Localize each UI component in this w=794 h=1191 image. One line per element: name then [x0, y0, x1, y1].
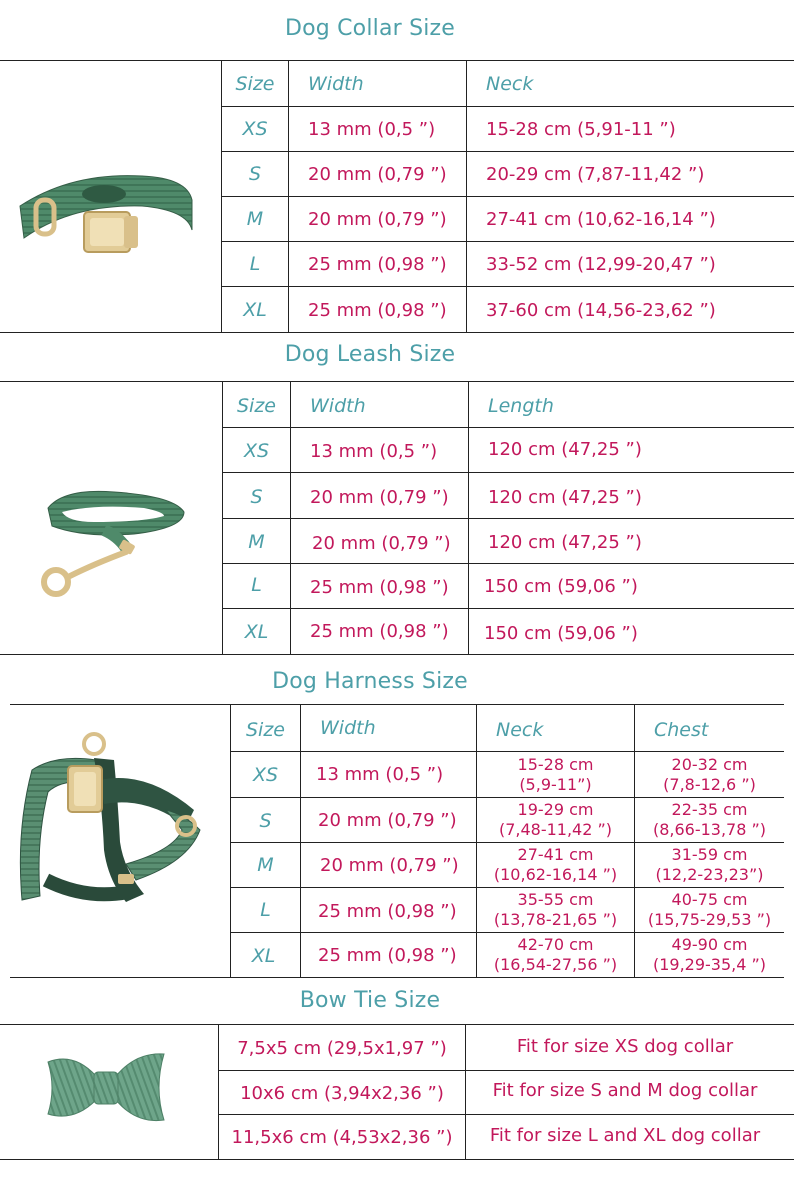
harness-chest-in: (7,8-12,6 ”) — [663, 774, 756, 794]
collar-section-title: Dog Collar Size — [284, 16, 456, 41]
harness-chest — [635, 933, 784, 977]
harness-chest — [635, 752, 784, 797]
harness-neck — [477, 933, 634, 977]
harness-width: 20 mm (0,79 ”) — [318, 810, 457, 831]
harness-header-width: Width — [320, 717, 376, 739]
leash-length: 150 cm (59,06 ”) — [484, 575, 638, 597]
harness-neck-cm: 35-55 cm — [517, 890, 594, 909]
bowtie-dimensions: 11,5x6 cm (4,53x2,36 ”) — [231, 1126, 453, 1148]
harness-width: 20 mm (0,79 ”) — [320, 854, 459, 876]
leash-header-width: Width — [310, 395, 366, 417]
leash-header-length: Length — [488, 395, 554, 417]
leash-size: S — [250, 486, 263, 508]
harness-neck-in: (13,78-21,65 ”) — [493, 910, 618, 929]
collar-size: XL — [243, 299, 267, 321]
collar-header-width: Width — [308, 73, 364, 95]
collar-neck: 37-60 cm (14,56-23,62 ”) — [486, 299, 716, 321]
harness-neck — [477, 888, 634, 932]
harness-width: 25 mm (0,98 ”) — [318, 900, 457, 922]
leash-length: 120 cm (47,25 ”) — [488, 438, 642, 460]
collar-neck: 20-29 cm (7,87-11,42 ”) — [486, 163, 705, 185]
bowtie-fit: Fit for size S and M dog collar — [492, 1079, 758, 1101]
leash-width: 13 mm (0,5 ”) — [310, 440, 438, 462]
harness-header-size: Size — [245, 719, 285, 741]
harness-size: M — [257, 854, 274, 876]
bowtie-fit: Fit for size XS dog collar — [516, 1035, 734, 1057]
harness-chest — [635, 798, 784, 842]
bowtie-section-title: Bow Tie Size — [299, 988, 441, 1013]
harness-chest-cm: 22-35 cm — [671, 800, 748, 819]
harness-size: S — [259, 809, 272, 832]
leash-header-size: Size — [236, 395, 276, 417]
leash-width: 25 mm (0,98 ”) — [310, 620, 449, 642]
bowtie-fit: Fit for size L and XL dog collar — [489, 1124, 761, 1146]
harness-neck-in: (16,54-27,56 ”) — [493, 955, 618, 974]
harness-neck — [477, 798, 634, 842]
collar-size: S — [248, 163, 262, 185]
harness-neck-in: (5,9-11”) — [519, 774, 592, 794]
collar-image — [12, 160, 212, 270]
leash-image — [34, 478, 204, 598]
harness-neck-in: (10,62-16,14 ”) — [493, 865, 618, 884]
harness-chest-cm: 20-32 cm — [671, 754, 748, 774]
harness-chest-cm: 49-90 cm — [671, 935, 748, 954]
collar-width: 20 mm (0,79 ”) — [308, 163, 447, 185]
bowtie-image — [44, 1048, 168, 1128]
harness-size: XL — [251, 945, 276, 967]
harness-neck — [477, 752, 634, 797]
harness-chest — [635, 888, 784, 932]
collar-header-neck: Neck — [486, 73, 534, 95]
collar-width: 25 mm (0,98 ”) — [308, 253, 447, 275]
collar-header-size: Size — [235, 73, 275, 95]
collar-neck: 15-28 cm (5,91-11 ”) — [486, 118, 676, 140]
collar-width: 25 mm (0,98 ”) — [308, 299, 447, 321]
harness-size: XS — [252, 763, 279, 786]
leash-size: XS — [243, 440, 270, 462]
harness-chest-in: (12,2-23,23”) — [655, 865, 764, 884]
collar-neck: 27-41 cm (10,62-16,14 ”) — [486, 208, 716, 230]
harness-neck-cm: 27-41 cm — [517, 845, 594, 864]
bowtie-dimensions: 7,5x5 cm (29,5x1,97 ”) — [237, 1037, 447, 1059]
leash-size: M — [248, 531, 265, 553]
harness-chest-in: (8,66-13,78 ”) — [652, 820, 767, 839]
harness-chest-cm: 40-75 cm — [671, 890, 748, 909]
leash-length: 150 cm (59,06 ”) — [484, 622, 638, 644]
bowtie-dimensions: 10x6 cm (3,94x2,36 ”) — [240, 1082, 444, 1104]
leash-size: XL — [244, 621, 269, 643]
leash-width: 20 mm (0,79 ”) — [312, 532, 451, 554]
harness-image — [16, 730, 216, 910]
harness-neck-cm: 19-29 cm — [517, 800, 594, 819]
leash-section-title: Dog Leash Size — [284, 342, 456, 367]
harness-neck — [477, 843, 634, 887]
harness-width: 13 mm (0,5 ”) — [316, 764, 444, 785]
collar-size: M — [246, 208, 264, 230]
harness-neck-cm: 42-70 cm — [517, 935, 594, 954]
harness-neck-in: (7,48-11,42 ”) — [498, 820, 613, 839]
collar-width: 13 mm (0,5 ”) — [308, 118, 436, 140]
harness-chest-in: (19,29-35,4 ”) — [652, 955, 767, 974]
collar-neck: 33-52 cm (12,99-20,47 ”) — [486, 253, 716, 275]
harness-header-neck: Neck — [496, 719, 544, 741]
harness-header-chest: Chest — [654, 719, 709, 741]
collar-size: L — [249, 253, 261, 275]
leash-length: 120 cm (47,25 ”) — [488, 531, 642, 553]
leash-size: L — [251, 574, 262, 596]
leash-length: 120 cm (47,25 ”) — [488, 486, 642, 508]
collar-size: XS — [242, 118, 268, 140]
leash-width: 25 mm (0,98 ”) — [310, 576, 449, 598]
leash-width: 20 mm (0,79 ”) — [310, 486, 449, 508]
harness-chest-cm: 31-59 cm — [671, 845, 748, 864]
harness-size: L — [260, 899, 271, 921]
harness-neck-cm: 15-28 cm — [517, 754, 594, 774]
harness-section-title: Dog Harness Size — [272, 669, 468, 694]
collar-width: 20 mm (0,79 ”) — [308, 208, 447, 230]
harness-chest — [635, 843, 784, 887]
harness-width: 25 mm (0,98 ”) — [318, 944, 457, 966]
harness-chest-in: (15,75-29,53 ”) — [647, 910, 772, 929]
